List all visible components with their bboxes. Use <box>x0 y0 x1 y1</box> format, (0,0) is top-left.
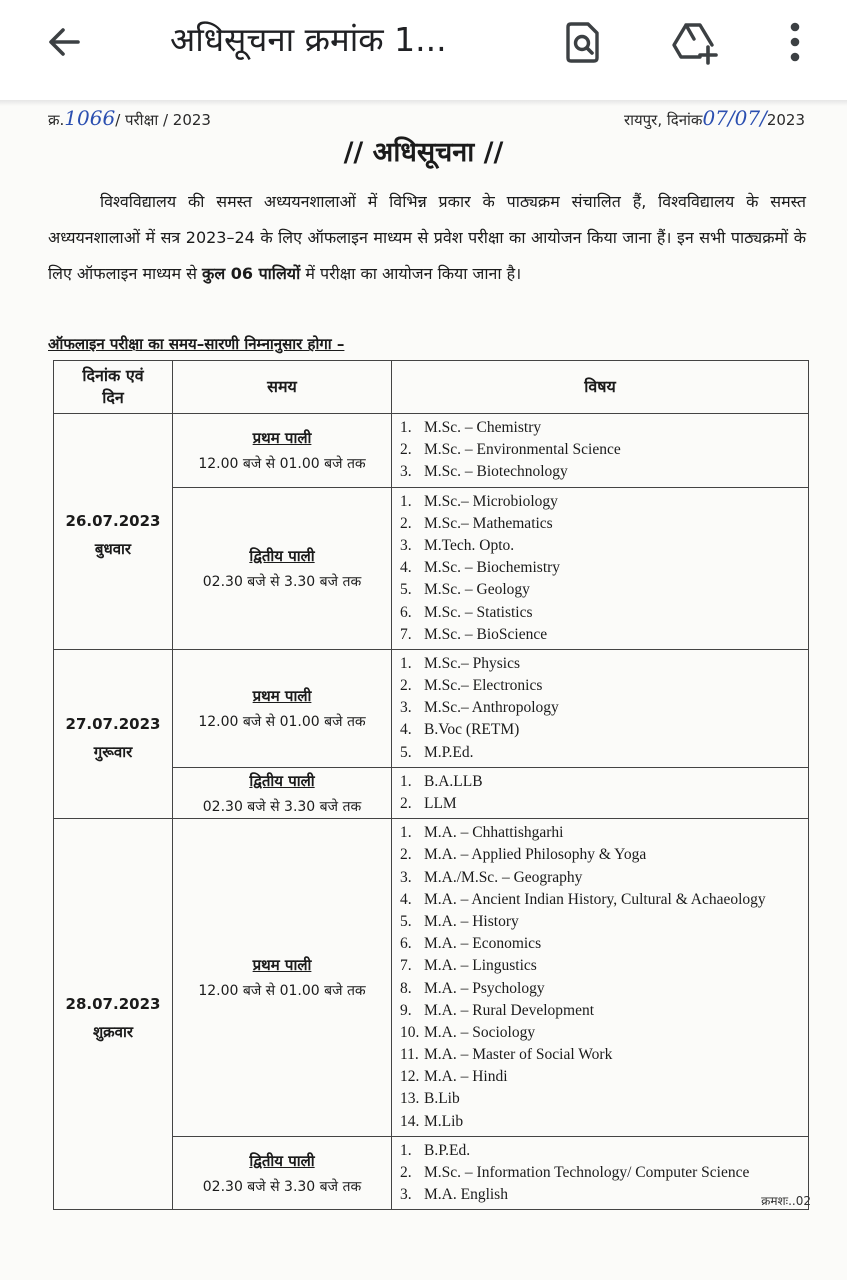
subject-number: 5. <box>400 581 412 599</box>
handwritten-date: 07/07/ <box>702 106 767 130</box>
subject-number: 6. <box>400 935 412 953</box>
header-subject: विषय <box>392 361 809 414</box>
subject-item <box>400 1044 808 1066</box>
exam-day: गुरूवार <box>93 743 133 762</box>
subject-number: 13. <box>400 1090 420 1108</box>
shift-time: 02.30 बजे से 3.30 बजे तक <box>202 1178 362 1195</box>
para-text-1: विश्वविद्यालय की समस्त अध्ययनशालाओं में विभिन्न प्रकार के पाठ्यक्रम संचालित हैं, विश्वविद्यालय के समस्त अध्ययनशालाओं में सत्र 2023–24 के लिए ऑफलाइन माध्यम से प्रवेश परीक्षा का आयोजन किया जाना हैं। इन सभी पाठ्यक्रमों के लिए ऑफलाइन माध्यम से <box>48 192 806 283</box>
subject-number: 2. <box>400 846 412 864</box>
subject-name: M.Sc. – Chemistry <box>424 419 542 436</box>
subject-item <box>400 557 808 579</box>
date-day-cell <box>54 414 173 650</box>
header-date-day <box>54 361 173 414</box>
subject-number: 6. <box>400 603 412 621</box>
subject-list <box>392 819 808 1136</box>
subject-number: 3. <box>400 1186 412 1204</box>
subject-name: B.A.LLB <box>424 772 483 790</box>
schedule-row <box>54 819 809 1137</box>
table-header-row <box>54 361 809 414</box>
subject-number: 2. <box>400 795 412 812</box>
place-date <box>624 106 805 130</box>
exam-date: 26.07.2023 <box>65 512 161 531</box>
subject-item <box>400 793 808 815</box>
schedule-body <box>54 414 809 1210</box>
shift-name: द्वितीय पाली <box>249 771 315 790</box>
subject-name: B.Voc (RETM) <box>424 721 520 739</box>
subject-name: M.Sc. – Biochemistry <box>424 559 561 577</box>
subject-item <box>400 1022 808 1044</box>
shift-time: 12.00 बजे से 01.00 बजे तक <box>198 713 366 730</box>
shift-cell <box>173 819 392 1137</box>
date-day-cell <box>54 819 173 1210</box>
subject-item <box>400 697 808 719</box>
subject-item <box>400 1140 808 1162</box>
subject-number: 1. <box>400 1141 412 1159</box>
subject-name: M.A. – Chhattishgarhi <box>424 824 564 842</box>
subject-name: M.A./M.Sc. – Geography <box>424 868 583 886</box>
notification-paragraph <box>48 184 806 292</box>
subject-item <box>400 491 808 513</box>
subject-number: 7. <box>400 625 412 643</box>
add-to-drive-icon <box>670 19 720 65</box>
ref-prefix: क्र. <box>48 111 65 129</box>
subject-name: M.A. – Rural Development <box>424 1001 595 1019</box>
subject-name: M.Sc. – BioScience <box>424 625 548 643</box>
header-time: समय <box>173 361 392 414</box>
shift-cell <box>173 487 392 649</box>
subject-cell <box>392 414 809 488</box>
subject-name: M.A. – Applied Philosophy & Yoga <box>424 846 647 864</box>
subject-number: 3. <box>400 463 412 481</box>
subject-item <box>400 653 808 675</box>
subject-item <box>400 719 808 741</box>
subject-name: M.A. – Master of Social Work <box>424 1046 613 1064</box>
subject-item <box>400 1000 808 1022</box>
subject-number: 2. <box>400 514 412 532</box>
subject-item <box>400 742 808 764</box>
subject-number: 2. <box>400 677 412 695</box>
subject-number: 4. <box>400 559 412 577</box>
subject-number: 1. <box>400 492 412 510</box>
subject-name: M.A. – Ancient Indian History, Cultural & Achaeology <box>424 890 766 908</box>
subject-name: M.A. – Hindi <box>424 1068 508 1086</box>
subject-list <box>392 414 808 487</box>
para-text-2: में परीक्षा का आयोजन किया जाना है। <box>305 264 522 283</box>
subject-name: M.Sc. – Environmental Science <box>424 441 621 459</box>
subject-item <box>400 513 808 535</box>
date-day-cell <box>54 649 173 818</box>
document-title: अधिसूचना क्रमांक 1... <box>170 20 447 59</box>
subject-name: M.A. English <box>424 1186 508 1204</box>
shift-cell <box>173 414 392 488</box>
subject-name: M.Tech. Opto. <box>424 536 515 554</box>
subject-item <box>400 461 808 483</box>
shift-time: 12.00 बजे से 01.00 बजे तक <box>198 983 366 999</box>
more-options-button[interactable] <box>768 15 822 69</box>
subject-number: 3. <box>400 868 412 886</box>
add-to-drive-button[interactable] <box>668 15 722 69</box>
shift-time: 02.30 बजे से 3.30 बजे तक <box>202 573 362 590</box>
subject-number: 5. <box>400 912 412 930</box>
doc-search-icon <box>563 20 603 64</box>
subject-number: 7. <box>400 957 412 975</box>
subject-item <box>400 439 808 461</box>
subject-item <box>400 417 808 439</box>
subject-list <box>392 650 808 767</box>
shift-name: द्वितीय पाली <box>249 546 315 565</box>
notification-heading: // अधिसूचना // <box>343 137 504 168</box>
subject-name: B.P.Ed. <box>424 1141 471 1159</box>
subject-name: M.Sc.– Electronics <box>424 677 543 695</box>
subject-item <box>400 771 808 793</box>
subject-number: 1. <box>400 654 412 672</box>
subject-name: M.Sc. – Biotechnology <box>424 463 568 481</box>
subject-name: M.Sc.– Microbiology <box>424 492 558 510</box>
subject-cell <box>392 487 809 649</box>
subject-cell <box>392 1136 809 1210</box>
reference-number <box>48 106 211 130</box>
schedule-table <box>53 360 809 1210</box>
shift-cell <box>173 1136 392 1210</box>
shift-name: प्रथम पाली <box>252 428 312 447</box>
subject-number: 1. <box>400 419 412 436</box>
subject-name: M.Sc.– Anthropology <box>424 699 559 717</box>
subject-name: M.A. – Lingustics <box>424 957 537 975</box>
subject-item <box>400 955 808 977</box>
subject-number: 10. <box>400 1023 420 1041</box>
subject-cell <box>392 819 809 1137</box>
back-arrow-icon <box>44 22 84 62</box>
subject-list <box>392 1137 808 1210</box>
subject-list <box>392 768 808 818</box>
subject-item <box>400 602 808 624</box>
more-vertical-icon <box>787 20 803 64</box>
subject-item <box>400 1066 808 1088</box>
subject-number: 4. <box>400 721 412 739</box>
handwritten-number: 1066 <box>64 106 116 130</box>
subject-name: M.A. – Psychology <box>424 979 545 997</box>
schedule-row <box>54 414 809 488</box>
subject-number: 4. <box>400 890 412 908</box>
exam-date: 27.07.2023 <box>65 715 161 734</box>
subject-name: M.A. – Sociology <box>424 1023 536 1041</box>
subject-number: 14. <box>400 1112 420 1130</box>
subject-number: 3. <box>400 536 412 554</box>
subject-item <box>400 535 808 557</box>
doc-search-button[interactable] <box>556 15 610 69</box>
subject-name: M.Lib <box>424 1112 464 1130</box>
subject-cell <box>392 649 809 767</box>
subject-name: B.Lib <box>424 1090 460 1108</box>
subject-name: M.A. – Economics <box>424 935 542 953</box>
subject-name: M.Sc. – Geology <box>424 581 530 599</box>
subject-item <box>400 822 808 844</box>
shift-name: द्वितीय पाली <box>249 1151 315 1170</box>
subject-number: 12. <box>400 1068 420 1086</box>
subject-number: 2. <box>400 1164 412 1181</box>
subject-item <box>400 978 808 1000</box>
subject-number: 1. <box>400 772 412 790</box>
subject-number: 8. <box>400 979 412 997</box>
ref-suffix: / परीक्षा / 2023 <box>115 111 211 129</box>
subject-item <box>400 1184 808 1206</box>
shift-name: प्रथम पाली <box>252 956 312 974</box>
subject-number: 3. <box>400 699 412 717</box>
subject-name: M.Sc. – Statistics <box>424 603 533 621</box>
table-heading: ऑफलाइन परीक्षा का समय–सारणी निम्नानुसार होगा – <box>48 335 345 353</box>
place-label: रायपुर, दिनांक <box>623 111 703 129</box>
subject-item <box>400 933 808 955</box>
subject-item <box>400 579 808 601</box>
subject-number: 9. <box>400 1001 412 1019</box>
continued-marker: क्रमशः..02 <box>761 1194 811 1208</box>
subject-number: 5. <box>400 743 412 761</box>
year: 2023 <box>766 111 805 129</box>
shift-cell <box>173 767 392 818</box>
subject-cell <box>392 767 809 818</box>
subject-item <box>400 1088 808 1110</box>
subject-number: 2. <box>400 441 412 459</box>
subject-item <box>400 675 808 697</box>
exam-day: बुधवार <box>94 540 132 559</box>
shift-cell <box>173 649 392 767</box>
subject-name: M.A. – History <box>424 912 519 930</box>
shift-time: 12.00 बजे से 01.00 बजे तक <box>198 455 366 472</box>
exam-date: 28.07.2023 <box>65 995 161 1014</box>
subject-item <box>400 844 808 866</box>
subject-name: M.Sc.– Physics <box>424 654 521 672</box>
subject-name: LLM <box>424 795 457 812</box>
subject-number: 11. <box>400 1046 419 1064</box>
subject-item <box>400 867 808 889</box>
subject-number: 1. <box>400 824 412 842</box>
subject-item <box>400 911 808 933</box>
header-date-day-label: दिनांक एवं दिन <box>82 366 144 407</box>
subject-item <box>400 624 808 646</box>
subject-name: M.P.Ed. <box>424 743 474 761</box>
subject-item <box>400 889 808 911</box>
subject-name: M.Sc.– Mathematics <box>424 514 553 532</box>
app-bar <box>0 0 847 100</box>
subject-name: M.Sc. – Information Technology/ Computer Science <box>424 1164 750 1181</box>
shift-name: प्रथम पाली <box>252 686 312 705</box>
shift-time: 02.30 बजे से 3.30 बजे तक <box>202 798 362 815</box>
subject-item <box>400 1162 808 1184</box>
para-bold-text: कुल 06 पालियों <box>202 264 301 283</box>
subject-item <box>400 1111 808 1133</box>
back-button[interactable] <box>36 18 92 66</box>
schedule-row <box>54 649 809 767</box>
subject-list <box>392 488 808 649</box>
exam-day: शुक्रवार <box>92 1023 134 1042</box>
